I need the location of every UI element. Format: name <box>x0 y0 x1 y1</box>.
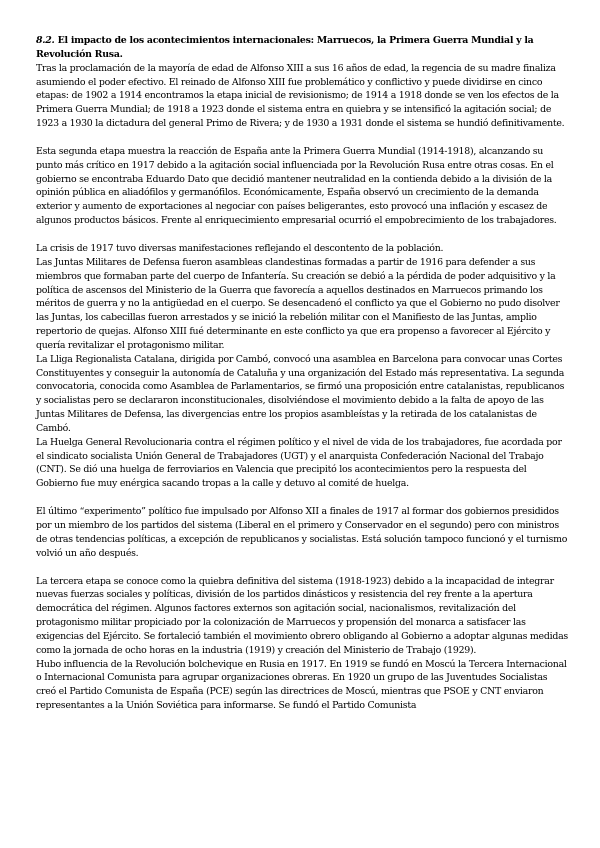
paragraph-gap <box>36 561 568 575</box>
section-number: 8.2. <box>36 35 55 46</box>
paragraph-juntas-militares: Las Juntas Militares de Defensa fueron asambleas clandestinas formadas a partir de 1916 para defender a sus miembros que formaban parte del cuerpo de Infantería. Su creación se debió a la pérdida de poder adquisitivo y la política de ascensos del Ministerio de la Guerra que favorecía a aquellos destinados en Marruecos primando los méritos de guerra y no la antigüedad en el cuerpo. Se desencadenó el conflicto ya que el Gobierno no pudo disolver las Juntas, los cabecillas fueron arrestados y se inició la rebelión militar con el Manifiesto de las Juntas, amplio repertorio de quejas. Alfonso XIII fué determinante en este conflicto ya que era propenso a favorecer al Ejército y quería revitalizar el protagonismo militar. <box>36 256 560 351</box>
paragraph-lliga-regionalista: La Lliga Regionalista Catalana, dirigida por Cambó, convocó una asamblea en Barcelona para convocar unas Cortes Constituyentes y conseguir la autonomía de Cataluña y una organización del Estado más representativa. La segunda convocatoria, conocida como Asamblea de Parlamentarios, se firmó una proposición entre catalanistas, republicanos y socialistas pero se declararon inconstitucionales, disolviéndose el movimiento debido a la falta de apoyo de las Juntas Militares de Defensa, las divergencias entre los propios asambleístas y la retirada de los catalanistas de Cambó. <box>36 353 565 434</box>
paragraph-gap <box>36 131 568 145</box>
paragraph-revolucion-bolchevique: Hubo influencia de la Revolución bolchevique en Rusia en 1917. En 1919 se fundó en Moscú la Tercera Internacional o Internacional Comunista para agrupar organizaciones obreras. En 1920 un grupo de las Juventudes Socialistas creó el Partido Comunista de España (PCE) según las directrices de Moscú, mientras que PSOE y CNT enviaron representantes a la Unión Soviética para informarse. Se fundó el Partido Comunista <box>36 658 567 712</box>
paragraph-gap <box>36 228 568 242</box>
document-page <box>36 34 568 713</box>
paragraph-first-world-war: Esta segunda etapa muestra la reacción de España ante la Primera Guerra Mundial (1914-1918), alcanzando su punto más crítico en 1917 debido a la agitación social influenciada por la Revolución Rusa entre otras cosas. En el gobierno se encontraba Eduardo Dato que decidió mantener neutralidad en la contienda debido a la división de la opinión pública en aliadófilos y germanófilos. Económicamente, España observó un crecimiento de la demanda exterior y aumento de exportaciones al negociar con países beligerantes, esto provocó una inflación y escasez de algunos productos básicos. Frente al enriquecimiento empresarial ocurrió el empobrecimiento de los trabajadores. <box>36 145 557 227</box>
section-heading <box>36 34 568 62</box>
section-title: El impacto de los acontecimientos internacionales: Marruecos, la Primera Guerra Mundial y la Revolución Rusa. <box>36 35 534 60</box>
paragraph-intro: Tras la proclamación de la mayoría de edad de Alfonso XIII a sus 16 años de edad, la regencia de su madre finaliza asumiendo el poder efectivo. El reinado de Alfonso XIII fue problemático y conflictivo y puede dividirse en cinco etapas: de 1902 a 1914 encontramos la etapa inicial de revisionismo; de 1914 a 1918 donde se ven los efectos de la Primera Guerra Mundial; de 1918 a 1923 donde el sistema entra en quiebra y se intensificó la agitación social; de 1923 a 1930 la dictadura del general Primo de Rivera; y de 1930 a 1931 donde el sistema se hundió definitivamente. <box>36 62 565 130</box>
paragraph-gap <box>36 491 568 505</box>
paragraph-tercera-etapa: La tercera etapa se conoce como la quiebra definitiva del sistema (1918-1923) debido a la incapacidad de integrar nuevas fuerzas sociales y políticas, división de los partidos dinásticos y resistencia del rey frente a la apertura democrática del régimen. Algunos factores externos son agitación social, nacionalismos, revitalización del protagonismo militar propiciado por la colonización de Marruecos y propensión del monarca a satisfacer las exigencias del Ejército. Se fortaleció también el movimiento obrero obligando al Gobierno a adoptar algunas medidas como la jornada de ocho horas en la industria (1919) y creación del Ministerio de Trabajo (1929). <box>36 575 568 656</box>
paragraph-ultimo-experimento: El último “experimento” político fue impulsado por Alfonso XII a finales de 1917 al formar dos gobiernos presididos por un miembro de los partidos del sistema (Liberal en el primero y Conservador en el segundo) pero con ministros de otras tendencias políticas, a excepción de republicanos y socialistas. Está solución tampoco funcionó y el turnismo volvió un año después. <box>36 506 568 559</box>
paragraph-huelga-general: La Huelga General Revolucionaria contra el régimen político y el nivel de vida de los trabajadores, fue acordada por el sindicato socialista Unión General de Trabajadores (UGT) y el anarquista Confederación Nacional del Trabajo (CNT). Se dió una huelga de ferroviarios en Valencia que precipitó los acontecimientos pero la respuesta del Gobierno fue muy enérgica sacando tropas a la calle y detuvo al comité de huelga. <box>36 436 562 490</box>
paragraph-crisis-1917: La crisis de 1917 tuvo diversas manifestaciones reflejando el descontento de la población. <box>36 242 444 254</box>
